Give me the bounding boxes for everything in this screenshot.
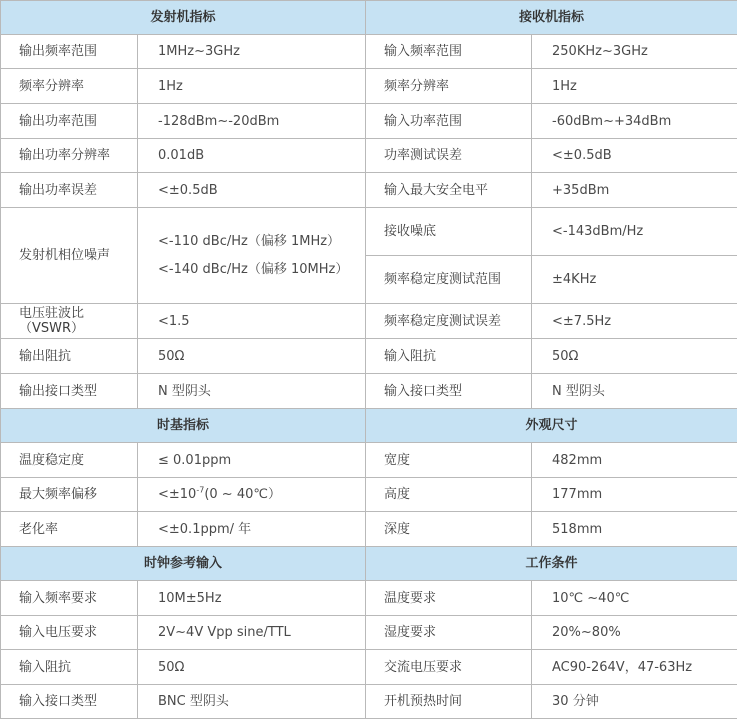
spec-value: <1.5	[138, 304, 366, 339]
spec-label: 功率测试误差	[366, 139, 532, 173]
freq-offset-range: (0 ~ 40℃）	[204, 487, 281, 502]
spec-label: 输入最大安全电平	[366, 173, 532, 208]
table-row	[1, 35, 737, 69]
spec-value: 0.01dB	[138, 139, 366, 173]
spec-value: <±0.1ppm/ 年	[138, 512, 366, 547]
spec-label: 开机预热时间	[366, 685, 532, 719]
spec-value: 50Ω	[138, 339, 366, 374]
section-header-row	[1, 547, 737, 581]
spec-value: 1Hz	[532, 69, 737, 104]
spec-value: 177mm	[532, 478, 737, 512]
spec-label: 输出功率分辨率	[1, 139, 138, 173]
spec-value: AC90-264V，47-63Hz	[532, 650, 737, 685]
table-row	[1, 339, 737, 374]
spec-label: 频率稳定度测试范围	[366, 256, 532, 304]
spec-value-freq-offset	[138, 478, 366, 512]
table-row	[1, 104, 737, 139]
spec-value: 30 分钟	[532, 685, 737, 719]
spec-value: 518mm	[532, 512, 737, 547]
spec-value: N 型阴头	[532, 374, 737, 409]
table-row	[1, 173, 737, 208]
spec-label: 老化率	[1, 512, 138, 547]
timebase-spec-header: 时基指标	[1, 409, 366, 443]
spec-label: 温度稳定度	[1, 443, 138, 478]
operating-conditions-header: 工作条件	[366, 547, 737, 581]
table-row	[1, 139, 737, 173]
spec-value: +35dBm	[532, 173, 737, 208]
section-header-row	[1, 409, 737, 443]
spec-label: 深度	[366, 512, 532, 547]
spec-value: BNC 型阴头	[138, 685, 366, 719]
spec-value: 1MHz~3GHz	[138, 35, 366, 69]
spec-label: 湿度要求	[366, 616, 532, 650]
spec-label: 输出功率范围	[1, 104, 138, 139]
clock-reference-header: 时钟参考输入	[1, 547, 366, 581]
spec-label: 频率分辨率	[366, 69, 532, 104]
table-row	[1, 581, 737, 616]
table-row	[1, 478, 737, 512]
spec-label: 接收噪底	[366, 208, 532, 256]
spec-value: <±0.5dB	[138, 173, 366, 208]
spec-label: 输入频率要求	[1, 581, 138, 616]
table-row	[1, 69, 737, 104]
transmitter-spec-header: 发射机指标	[1, 1, 366, 35]
spec-value: N 型阴头	[138, 374, 366, 409]
spec-label: 电压驻波比（VSWR）	[1, 304, 138, 339]
spec-value: -128dBm~-20dBm	[138, 104, 366, 139]
spec-label: 交流电压要求	[366, 650, 532, 685]
spec-value: 482mm	[532, 443, 737, 478]
spec-label: 发射机相位噪声	[1, 208, 138, 304]
spec-label: 输入频率范围	[366, 35, 532, 69]
spec-label: 输入接口类型	[1, 685, 138, 719]
spec-value: ±4KHz	[532, 256, 737, 304]
spec-value: 50Ω	[138, 650, 366, 685]
spec-label: 输入阻抗	[366, 339, 532, 374]
spec-value: ≤ 0.01ppm	[138, 443, 366, 478]
spec-label: 最大频率偏移	[1, 478, 138, 512]
table-row	[1, 650, 737, 685]
spec-value: <-143dBm/Hz	[532, 208, 737, 256]
spec-value: 250KHz~3GHz	[532, 35, 737, 69]
spec-label: 宽度	[366, 443, 532, 478]
spec-value: 1Hz	[138, 69, 366, 104]
freq-offset-base: <±10	[158, 487, 197, 502]
spec-label: 输出阻抗	[1, 339, 138, 374]
table-row	[1, 512, 737, 547]
spec-label: 输出频率范围	[1, 35, 138, 69]
phase-noise-line-2: <-140 dBc/Hz（偏移 10MHz）	[158, 261, 349, 277]
table-row	[1, 685, 737, 719]
table-row	[1, 208, 737, 256]
spec-label: 高度	[366, 478, 532, 512]
freq-offset-exponent: -7	[196, 485, 205, 495]
receiver-spec-header: 接收机指标	[366, 1, 737, 35]
table-row	[1, 443, 737, 478]
table-row	[1, 304, 737, 339]
spec-label: 输出功率误差	[1, 173, 138, 208]
table-row	[1, 616, 737, 650]
phase-noise-line-1: <-110 dBc/Hz（偏移 1MHz）	[158, 233, 341, 249]
spec-label: 频率分辨率	[1, 69, 138, 104]
spec-label: 输出接口类型	[1, 374, 138, 409]
spec-value: 10℃ ~40℃	[532, 581, 737, 616]
table-row	[1, 374, 737, 409]
spec-label: 温度要求	[366, 581, 532, 616]
dimensions-header: 外观尺寸	[366, 409, 737, 443]
spec-value: 20%~80%	[532, 616, 737, 650]
spec-label: 输入功率范围	[366, 104, 532, 139]
section-header-row	[1, 1, 737, 35]
spec-value: 50Ω	[532, 339, 737, 374]
spec-value: <±7.5Hz	[532, 304, 737, 339]
spec-label: 输入接口类型	[366, 374, 532, 409]
spec-label: 输入阻抗	[1, 650, 138, 685]
spec-value: 2V~4V Vpp sine/TTL	[138, 616, 366, 650]
spec-value: <±0.5dB	[532, 139, 737, 173]
spec-label: 输入电压要求	[1, 616, 138, 650]
spec-value: 10M±5Hz	[138, 581, 366, 616]
spec-value-phase-noise	[138, 208, 366, 304]
spec-value: -60dBm~+34dBm	[532, 104, 737, 139]
spec-label: 频率稳定度测试误差	[366, 304, 532, 339]
